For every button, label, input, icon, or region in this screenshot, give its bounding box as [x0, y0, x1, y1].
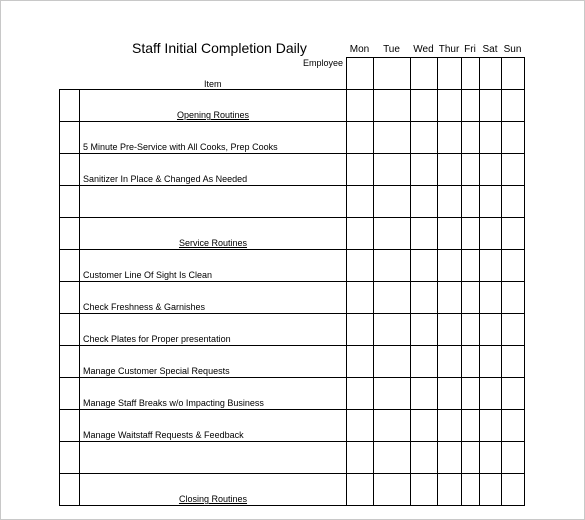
- initial-cell-sat[interactable]: [480, 122, 502, 154]
- item-cell: [80, 442, 347, 474]
- initial-cell-sat[interactable]: [480, 442, 502, 474]
- initial-cell-thur[interactable]: [438, 122, 462, 154]
- initial-cell-mon[interactable]: [347, 154, 374, 186]
- section-row: [60, 90, 525, 122]
- initial-cell-wed[interactable]: [411, 442, 438, 474]
- initial-cell-fri[interactable]: [462, 314, 480, 346]
- employee-cell-tue[interactable]: [374, 58, 411, 90]
- initial-cell-tue[interactable]: [374, 154, 411, 186]
- employee-initials-row: [60, 58, 525, 90]
- row-marker-cell[interactable]: [60, 218, 80, 250]
- initial-cell-fri[interactable]: [462, 186, 480, 218]
- initial-cell-thur[interactable]: [438, 410, 462, 442]
- section-heading: Closing Routines: [80, 474, 347, 506]
- initial-cell-fri[interactable]: [462, 474, 480, 506]
- initial-cell-sun[interactable]: [502, 122, 525, 154]
- initial-cell-sun[interactable]: [502, 410, 525, 442]
- row-marker-cell[interactable]: [60, 474, 80, 506]
- initial-cell-tue[interactable]: [374, 218, 411, 250]
- initial-cell-fri[interactable]: [462, 346, 480, 378]
- initial-cell-fri[interactable]: [462, 90, 480, 122]
- initial-cell-wed[interactable]: [411, 154, 438, 186]
- initial-cell-thur[interactable]: [438, 442, 462, 474]
- initial-cell-wed[interactable]: [411, 410, 438, 442]
- initial-cell-fri[interactable]: [462, 218, 480, 250]
- day-header-fri: Fri: [464, 44, 476, 55]
- initial-cell-tue[interactable]: [374, 90, 411, 122]
- employee-cell-thur[interactable]: [438, 58, 462, 90]
- initial-cell-sat[interactable]: [480, 346, 502, 378]
- table-row: [60, 186, 525, 218]
- day-header-wed: Wed: [413, 44, 434, 55]
- initial-cell-wed[interactable]: [411, 474, 438, 506]
- section-row: [60, 474, 525, 506]
- item-cell: 5 Minute Pre-Service with All Cooks, Prep Cooks: [80, 122, 347, 154]
- row-marker-cell[interactable]: [60, 442, 80, 474]
- initial-cell-tue[interactable]: [374, 410, 411, 442]
- day-header-tue: Tue: [383, 44, 400, 55]
- initial-cell-wed[interactable]: [411, 218, 438, 250]
- initial-cell-mon[interactable]: [347, 442, 374, 474]
- table-row: [60, 346, 525, 378]
- initial-cell-fri[interactable]: [462, 122, 480, 154]
- initial-cell-fri[interactable]: [462, 410, 480, 442]
- item-cell: Customer Line Of Sight Is Clean: [80, 250, 347, 282]
- initial-cell-mon[interactable]: [347, 346, 374, 378]
- initial-cell-fri[interactable]: [462, 250, 480, 282]
- initial-cell-tue[interactable]: [374, 250, 411, 282]
- row-marker-cell[interactable]: [60, 410, 80, 442]
- initial-cell-tue[interactable]: [374, 442, 411, 474]
- initial-cell-sun[interactable]: [502, 218, 525, 250]
- initial-cell-wed[interactable]: [411, 378, 438, 410]
- initial-cell-thur[interactable]: [438, 282, 462, 314]
- initial-cell-sat[interactable]: [480, 154, 502, 186]
- initial-cell-wed[interactable]: [411, 314, 438, 346]
- initial-cell-sat[interactable]: [480, 378, 502, 410]
- item-cell: [80, 186, 347, 218]
- table-row: [60, 250, 525, 282]
- initial-cell-thur[interactable]: [438, 90, 462, 122]
- row-marker-cell[interactable]: [60, 122, 80, 154]
- day-header-sat: Sat: [482, 44, 498, 55]
- initial-cell-sat[interactable]: [480, 474, 502, 506]
- day-header-thur: Thur: [438, 44, 460, 55]
- initial-cell-sat[interactable]: [480, 410, 502, 442]
- item-cell: Check Freshness & Garnishes: [80, 282, 347, 314]
- initial-cell-sat[interactable]: [480, 282, 502, 314]
- item-cell: Manage Staff Breaks w/o Impacting Business: [80, 378, 347, 410]
- row-marker-cell[interactable]: [60, 282, 80, 314]
- item-cell: Check Plates for Proper presentation: [80, 314, 347, 346]
- section-row: [60, 218, 525, 250]
- initial-cell-tue[interactable]: [374, 122, 411, 154]
- table-row: [60, 410, 525, 442]
- row-marker-cell[interactable]: [60, 90, 80, 122]
- initial-cell-mon[interactable]: [347, 218, 374, 250]
- initial-cell-thur[interactable]: [438, 218, 462, 250]
- initial-cell-wed[interactable]: [411, 122, 438, 154]
- day-header-mon: Mon: [349, 44, 370, 55]
- initial-cell-mon[interactable]: [347, 410, 374, 442]
- initial-cell-sun[interactable]: [502, 314, 525, 346]
- initial-cell-wed[interactable]: [411, 250, 438, 282]
- initial-cell-sun[interactable]: [502, 282, 525, 314]
- item-cell: Manage Customer Special Requests: [80, 346, 347, 378]
- initial-cell-tue[interactable]: [374, 346, 411, 378]
- table-row: [60, 154, 525, 186]
- initial-cell-tue[interactable]: [374, 186, 411, 218]
- initial-cell-mon[interactable]: [347, 186, 374, 218]
- employee-cell-wed[interactable]: [411, 58, 438, 90]
- initial-cell-mon[interactable]: [347, 282, 374, 314]
- row-marker-cell[interactable]: [60, 346, 80, 378]
- initial-cell-fri[interactable]: [462, 442, 480, 474]
- initial-cell-sat[interactable]: [480, 90, 502, 122]
- initial-cell-thur[interactable]: [438, 474, 462, 506]
- employee-cell-sun[interactable]: [502, 58, 525, 90]
- initial-cell-sat[interactable]: [480, 250, 502, 282]
- day-header-sun: Sun: [503, 44, 522, 55]
- employee-label: Employee: [303, 58, 344, 68]
- item-column-label: Item: [204, 79, 222, 89]
- initial-cell-sun[interactable]: [502, 90, 525, 122]
- initial-cell-fri[interactable]: [462, 154, 480, 186]
- initial-cell-sat[interactable]: [480, 314, 502, 346]
- item-cell: Manage Waitstaff Requests & Feedback: [80, 410, 347, 442]
- row-marker-cell[interactable]: [60, 250, 80, 282]
- initial-cell-sat[interactable]: [480, 218, 502, 250]
- initial-cell-fri[interactable]: [462, 282, 480, 314]
- table-row: [60, 442, 525, 474]
- initial-cell-thur[interactable]: [438, 314, 462, 346]
- initial-cell-thur[interactable]: [438, 378, 462, 410]
- employee-cell-fri[interactable]: [462, 58, 480, 90]
- initial-cell-mon[interactable]: [347, 474, 374, 506]
- row-marker-cell[interactable]: [60, 186, 80, 218]
- row-marker-cell[interactable]: [60, 314, 80, 346]
- initial-cell-thur[interactable]: [438, 154, 462, 186]
- initial-cell-thur[interactable]: [438, 346, 462, 378]
- initial-cell-wed[interactable]: [411, 186, 438, 218]
- table-row: [60, 378, 525, 410]
- initial-cell-mon[interactable]: [347, 314, 374, 346]
- section-heading: Opening Routines: [80, 90, 347, 122]
- initial-cell-fri[interactable]: [462, 378, 480, 410]
- employee-cell-sat[interactable]: [480, 58, 502, 90]
- initial-cell-sun[interactable]: [502, 474, 525, 506]
- sheet-title: Staff Initial Completion Daily: [132, 40, 307, 56]
- initial-cell-tue[interactable]: [374, 474, 411, 506]
- employee-cell-mon[interactable]: [347, 58, 374, 90]
- initial-cell-thur[interactable]: [438, 186, 462, 218]
- checklist-grid: [59, 57, 525, 506]
- row-marker-cell[interactable]: [60, 378, 80, 410]
- initial-cell-wed[interactable]: [411, 282, 438, 314]
- table-row: [60, 314, 525, 346]
- initial-cell-tue[interactable]: [374, 282, 411, 314]
- item-cell: Sanitizer In Place & Changed As Needed: [80, 154, 347, 186]
- initial-cell-sun[interactable]: [502, 250, 525, 282]
- initial-cell-sun[interactable]: [502, 442, 525, 474]
- initial-cell-mon[interactable]: [347, 378, 374, 410]
- initial-cell-tue[interactable]: [374, 314, 411, 346]
- row-marker-cell[interactable]: [60, 154, 80, 186]
- initial-cell-sun[interactable]: [502, 186, 525, 218]
- initial-cell-sun[interactable]: [502, 378, 525, 410]
- initial-cell-mon[interactable]: [347, 90, 374, 122]
- initial-cell-sun[interactable]: [502, 346, 525, 378]
- table-row: [60, 282, 525, 314]
- table-row: [60, 122, 525, 154]
- initial-cell-thur[interactable]: [438, 250, 462, 282]
- initial-cell-mon[interactable]: [347, 122, 374, 154]
- initial-cell-wed[interactable]: [411, 346, 438, 378]
- initial-cell-wed[interactable]: [411, 90, 438, 122]
- initial-cell-tue[interactable]: [374, 378, 411, 410]
- initial-cell-sun[interactable]: [502, 154, 525, 186]
- initial-cell-mon[interactable]: [347, 250, 374, 282]
- initial-cell-sat[interactable]: [480, 186, 502, 218]
- section-heading: Service Routines: [80, 218, 347, 250]
